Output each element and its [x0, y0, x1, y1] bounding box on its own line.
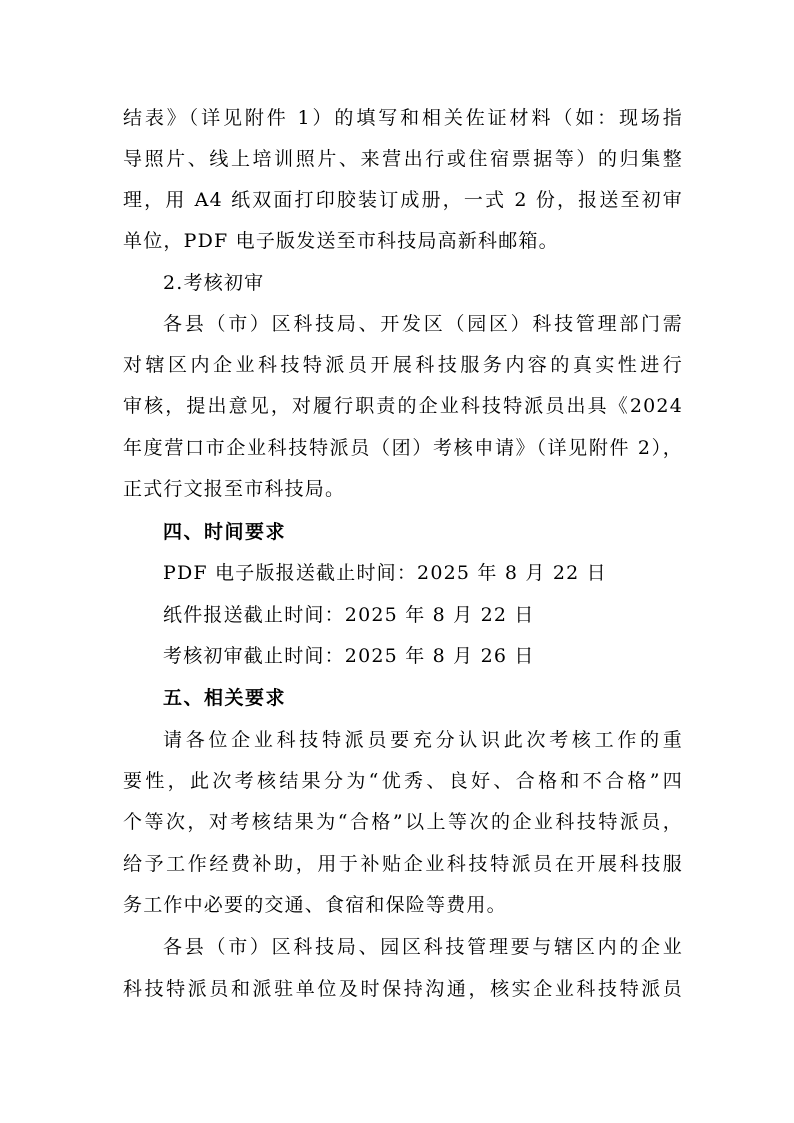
deadline-pdf: PDF 电子版报送截止时间：2025 年 8 月 22 日: [163, 562, 607, 584]
body-text-line: 各县（市）区科技局、开发区（园区）科技管理部门需: [163, 313, 683, 335]
body-text-line: 理，用 A4 纸双面打印胶装订成册，一式 2 份，报送至初审: [123, 189, 683, 211]
body-text-line: 各县（市）区科技局、园区科技管理要与辖区内的企业: [163, 936, 683, 958]
body-text-line: 务工作中必要的交通、食宿和保险等费用。: [123, 894, 507, 916]
body-text-line: 导照片、线上培训照片、来营出行或住宿票据等）的归集整: [123, 148, 683, 170]
section-heading-related-requirements: 五、相关要求: [163, 687, 287, 709]
body-text-line: 科技特派员和派驻单位及时保持沟通，核实企业科技特派员: [123, 978, 683, 1000]
body-text-line: 对辖区内企业科技特派员开展科技服务内容的真实性进行: [123, 354, 683, 376]
body-text-line: 给予工作经费补助，用于补贴企业科技特派员在开展科技服: [123, 853, 683, 875]
body-text-line: 要性，此次考核结果分为“优秀、良好、合格和不合格”四: [123, 770, 683, 792]
body-text-line: 年度营口市企业科技特派员（团）考核申请》（详见附件 2），: [123, 437, 683, 459]
body-text-line: 个等次，对考核结果为“合格”以上等次的企业科技特派员，: [123, 811, 683, 833]
body-text-line: 正式行文报至市科技局。: [123, 478, 346, 500]
section-heading-time-requirements: 四、时间要求: [163, 521, 287, 543]
body-text-line: 请各位企业科技特派员要充分认识此次考核工作的重: [163, 729, 683, 751]
deadline-paper: 纸件报送截止时间：2025 年 8 月 22 日: [163, 604, 535, 626]
body-text-line: 审核，提出意见，对履行职责的企业科技特派员出具《2024: [123, 395, 683, 417]
subsection-heading: 2.考核初审: [163, 272, 265, 294]
body-text-line: 单位，PDF 电子版发送至市科技局高新科邮箱。: [123, 230, 559, 252]
deadline-review: 考核初审截止时间：2025 年 8 月 26 日: [163, 645, 535, 667]
body-text-line: 结表》（详见附件 1）的填写和相关佐证材料（如：现场指: [123, 107, 683, 129]
